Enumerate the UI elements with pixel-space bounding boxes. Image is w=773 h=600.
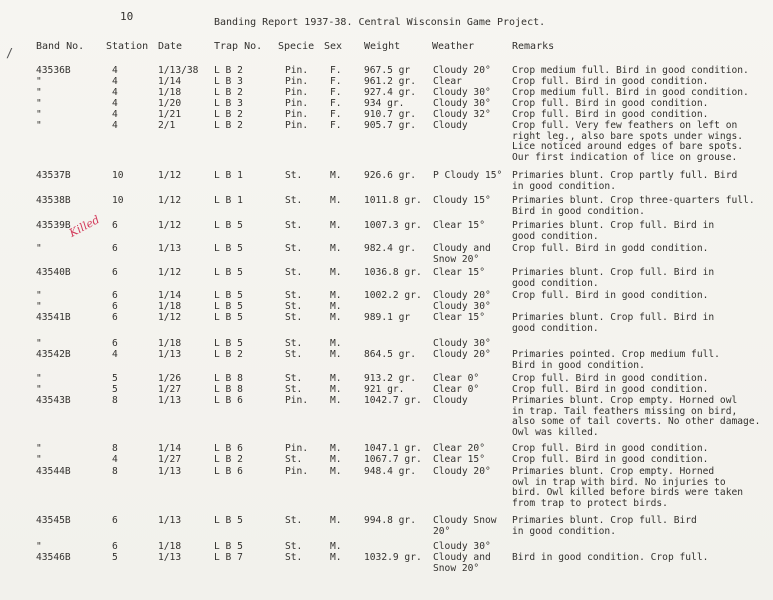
- date: 1/13/38: [158, 65, 199, 76]
- remarks: Crop full. Bird in good condition.: [512, 454, 709, 465]
- station: 6: [112, 220, 118, 231]
- band-number: 43545B: [36, 515, 71, 526]
- band-number: ": [36, 384, 42, 395]
- specie: St.: [285, 552, 303, 563]
- remarks: owl in trap with bird. No injuries to: [512, 476, 726, 488]
- specie: Pin.: [285, 65, 309, 76]
- date: 1/18: [158, 338, 182, 349]
- remarks: in good condition.: [512, 525, 616, 537]
- date: 1/12: [158, 195, 182, 206]
- remarks: Primaries pointed. Crop medium full.: [512, 349, 720, 360]
- date: 1/13: [158, 395, 182, 406]
- station: 6: [112, 541, 118, 552]
- station: 6: [112, 267, 118, 278]
- remarks: Crop full. Bird in good condition.: [512, 98, 709, 109]
- band-number: 43540B: [36, 267, 71, 278]
- specie: St.: [285, 267, 303, 278]
- specie: Pin.: [285, 76, 309, 87]
- weather: Cloudy 15°: [433, 195, 491, 206]
- remarks: good condition.: [512, 322, 599, 334]
- remarks: in trap. Tail feathers missing on bird,: [512, 405, 738, 417]
- remarks: Owl was killed.: [512, 426, 599, 438]
- weight: 905.7 gr.: [364, 120, 416, 131]
- weight: 1007.3 gr.: [364, 220, 422, 231]
- weather: Cloudy Snow: [433, 515, 497, 526]
- weight: 864.5 gr.: [364, 349, 416, 360]
- weather: Clear 20°: [433, 443, 485, 454]
- specie: St.: [285, 454, 303, 465]
- band-number: ": [36, 443, 42, 454]
- remarks: Crop full. Very few feathers on left on: [512, 120, 738, 131]
- col-header-specie: Specie: [278, 41, 315, 52]
- trap-number: L B 5: [214, 220, 243, 231]
- specie: St.: [285, 220, 303, 231]
- remarks: Bird in good condition. Crop full.: [512, 552, 709, 563]
- pencil-mark-icon: /: [6, 46, 14, 60]
- band-number: 43537B: [36, 170, 71, 181]
- sex: M.: [330, 312, 342, 323]
- specie: St.: [285, 290, 303, 301]
- trap-number: L B 5: [214, 515, 243, 526]
- weight: 1011.8 gr.: [364, 195, 422, 206]
- weather: Cloudy: [433, 395, 468, 406]
- trap-number: L B 2: [214, 65, 243, 76]
- band-number: 43542B: [36, 349, 71, 360]
- trap-number: L B 5: [214, 243, 243, 254]
- date: 1/14: [158, 76, 182, 87]
- date: 1/18: [158, 87, 182, 98]
- date: 1/12: [158, 267, 182, 278]
- band-number: ": [36, 338, 42, 349]
- remarks: Bird in good condition.: [512, 359, 645, 371]
- sex: M.: [330, 541, 342, 552]
- station: 6: [112, 338, 118, 349]
- sex: F.: [330, 76, 342, 87]
- specie: St.: [285, 515, 303, 526]
- station: 6: [112, 515, 118, 526]
- specie: St.: [285, 301, 303, 312]
- sex: M.: [330, 195, 342, 206]
- sex: M.: [330, 395, 342, 406]
- trap-number: L B 6: [214, 443, 243, 454]
- trap-number: L B 6: [214, 395, 243, 406]
- date: 1/12: [158, 312, 182, 323]
- remarks: also some of tail coverts. No other damage.: [512, 416, 761, 427]
- weather: Cloudy 30°: [433, 301, 491, 312]
- col-header-band: Band No.: [36, 41, 85, 52]
- weather: Clear 0°: [433, 384, 480, 395]
- sex: M.: [330, 454, 342, 465]
- weather: Cloudy: [433, 120, 468, 131]
- band-number: ": [36, 76, 42, 87]
- band-number: 43538B: [36, 195, 71, 206]
- weather: Cloudy and: [433, 552, 491, 563]
- sex: F.: [330, 98, 342, 109]
- specie: St.: [285, 541, 303, 552]
- specie: Pin.: [285, 98, 309, 109]
- weather: Clear 15°: [433, 454, 485, 465]
- weight: 994.8 gr.: [364, 515, 416, 526]
- remarks: Primaries blunt. Crop full. Bird in: [512, 312, 715, 323]
- specie: St.: [285, 349, 303, 360]
- station: 4: [112, 98, 118, 109]
- weather: Cloudy 32°: [433, 109, 491, 120]
- trap-number: L B 1: [214, 170, 243, 181]
- remarks: Crop full. Bird in good condition.: [512, 290, 709, 301]
- date: 1/12: [158, 170, 182, 181]
- remarks: Crop full. Bird in good condition.: [512, 373, 709, 384]
- band-number: ": [36, 120, 42, 131]
- trap-number: L B 3: [214, 98, 243, 109]
- weight: 1002.2 gr.: [364, 290, 422, 301]
- trap-number: L B 1: [214, 195, 243, 206]
- band-number: 43541B: [36, 312, 71, 323]
- band-number: 43544B: [36, 466, 71, 477]
- sex: M.: [330, 243, 342, 254]
- remarks: Lice noticed around edges of bare spots.: [512, 141, 744, 152]
- specie: Pin.: [285, 87, 309, 98]
- trap-number: L B 6: [214, 466, 243, 477]
- remarks: Primaries blunt. Crop empty. Horned owl: [512, 395, 738, 406]
- station: 4: [112, 349, 118, 360]
- sex: F.: [330, 65, 342, 76]
- weather: Cloudy and: [433, 243, 491, 254]
- weight: 1032.9 gr.: [364, 552, 422, 563]
- date: 1/13: [158, 243, 182, 254]
- weight: 921 gr.: [364, 384, 405, 395]
- station: 6: [112, 290, 118, 301]
- weather: Cloudy 20°: [433, 349, 491, 360]
- remarks: bird. Owl killed before birds were taken: [512, 487, 744, 498]
- report-title: Banding Report 1937-38. Central Wisconsin Game Project.: [214, 17, 546, 28]
- remarks: Our first indication of lice on grouse.: [512, 151, 738, 163]
- specie: Pin.: [285, 120, 309, 131]
- weight: 927.4 gr.: [364, 87, 416, 98]
- weather: P Cloudy 15°: [433, 170, 503, 181]
- sex: M.: [330, 301, 342, 312]
- band-number: ": [36, 541, 42, 552]
- weather: Clear 0°: [433, 373, 480, 384]
- col-header-weight: Weight: [364, 41, 401, 52]
- trap-number: L B 5: [214, 338, 243, 349]
- weather: Clear: [433, 76, 462, 87]
- remarks: Crop medium full. Bird in good condition.: [512, 87, 749, 98]
- remarks: Primaries blunt. Crop partly full. Bird: [512, 170, 738, 181]
- date: 1/14: [158, 443, 182, 454]
- trap-number: L B 5: [214, 267, 243, 278]
- weight: 913.2 gr.: [364, 373, 416, 384]
- specie: St.: [285, 338, 303, 349]
- sex: M.: [330, 373, 342, 384]
- remarks: Primaries blunt. Crop full. Bird: [512, 515, 697, 526]
- date: 2/1: [158, 120, 176, 131]
- remarks: good condition.: [512, 230, 599, 242]
- date: 1/13: [158, 466, 182, 477]
- remarks: Primaries blunt. Crop empty. Horned: [512, 466, 715, 477]
- trap-number: L B 8: [214, 384, 243, 395]
- weather: Snow 20°: [433, 253, 480, 265]
- col-header-sex: Sex: [324, 41, 343, 52]
- band-number: ": [36, 109, 42, 120]
- station: 10: [112, 170, 124, 181]
- weight: 961.2 gr.: [364, 76, 416, 87]
- specie: St.: [285, 384, 303, 395]
- weight: 948.4 gr.: [364, 466, 416, 477]
- band-number: ": [36, 454, 42, 465]
- trap-number: L B 5: [214, 312, 243, 323]
- sex: M.: [330, 384, 342, 395]
- sex: M.: [330, 515, 342, 526]
- sex: F.: [330, 87, 342, 98]
- station: 8: [112, 395, 118, 406]
- weather: Clear 15°: [433, 220, 485, 231]
- weight: 1067.7 gr.: [364, 454, 422, 465]
- sex: F.: [330, 120, 342, 131]
- date: 1/18: [158, 301, 182, 312]
- specie: Pin.: [285, 395, 309, 406]
- sex: M.: [330, 349, 342, 360]
- band-number: 43536B: [36, 65, 71, 76]
- band-number: ": [36, 301, 42, 312]
- col-header-station: Station: [106, 41, 149, 52]
- page-number: 10: [120, 10, 134, 23]
- date: 1/27: [158, 454, 182, 465]
- sex: M.: [330, 443, 342, 454]
- station: 6: [112, 243, 118, 254]
- date: 1/14: [158, 290, 182, 301]
- weather: Snow 20°: [433, 562, 480, 574]
- specie: St.: [285, 312, 303, 323]
- station: 6: [112, 301, 118, 312]
- remarks: Crop full. Bird in good condition.: [512, 443, 709, 454]
- trap-number: L B 8: [214, 373, 243, 384]
- station: 4: [112, 76, 118, 87]
- sex: M.: [330, 466, 342, 477]
- remarks: Primaries blunt. Crop three-quarters full.: [512, 195, 755, 206]
- killed-annotation: Killed: [67, 213, 102, 240]
- weather: 20°: [433, 525, 451, 537]
- trap-number: L B 2: [214, 120, 243, 131]
- band-number: ": [36, 98, 42, 109]
- band-number: ": [36, 373, 42, 384]
- date: 1/13: [158, 552, 182, 563]
- remarks: Crop full. Bird in godd condition.: [512, 243, 709, 254]
- sex: M.: [330, 267, 342, 278]
- trap-number: L B 5: [214, 541, 243, 552]
- station: 5: [112, 373, 118, 384]
- col-header-trap: Trap No.: [214, 41, 263, 52]
- station: 10: [112, 195, 124, 206]
- specie: St.: [285, 243, 303, 254]
- weight: 926.6 gr.: [364, 170, 416, 181]
- band-number: 43543B: [36, 395, 71, 406]
- date: 1/18: [158, 541, 182, 552]
- specie: St.: [285, 195, 303, 206]
- date: 1/12: [158, 220, 182, 231]
- trap-number: L B 5: [214, 301, 243, 312]
- weather: Cloudy 20°: [433, 65, 491, 76]
- weight: 1036.8 gr.: [364, 267, 422, 278]
- weight: 910.7 gr.: [364, 109, 416, 120]
- weather: Cloudy 30°: [433, 87, 491, 98]
- remarks: right leg., also bare spots under wings.: [512, 130, 744, 142]
- sex: M.: [330, 552, 342, 563]
- weight: 982.4 gr.: [364, 243, 416, 254]
- weather: Cloudy 30°: [433, 98, 491, 109]
- station: 5: [112, 384, 118, 395]
- remarks: Crop full. Bird in good condition.: [512, 76, 709, 87]
- remarks: good condition.: [512, 277, 599, 289]
- weight: 934 gr.: [364, 98, 405, 109]
- station: 5: [112, 552, 118, 563]
- remarks: Crop full. Bird in good condition.: [512, 109, 709, 120]
- weather: Cloudy 20°: [433, 466, 491, 477]
- sex: M.: [330, 220, 342, 231]
- weight: 967.5 gr: [364, 65, 411, 76]
- specie: Pin.: [285, 109, 309, 120]
- col-header-remarks: Remarks: [512, 41, 555, 52]
- trap-number: L B 3: [214, 76, 243, 87]
- date: 1/20: [158, 98, 182, 109]
- remarks: in good condition.: [512, 180, 616, 192]
- col-header-weather: Weather: [432, 41, 475, 52]
- date: 1/21: [158, 109, 182, 120]
- trap-number: L B 5: [214, 290, 243, 301]
- sex: F.: [330, 109, 342, 120]
- date: 1/26: [158, 373, 182, 384]
- trap-number: L B 2: [214, 109, 243, 120]
- date: 1/13: [158, 349, 182, 360]
- remarks: Bird in good condition.: [512, 205, 645, 217]
- specie: Pin.: [285, 466, 309, 477]
- station: 4: [112, 109, 118, 120]
- weight: 1042.7 gr.: [364, 395, 422, 406]
- station: 4: [112, 65, 118, 76]
- remarks: Crop medium full. Bird in good condition.: [512, 65, 749, 76]
- weather: Cloudy 30°: [433, 541, 491, 552]
- band-number: ": [36, 290, 42, 301]
- specie: St.: [285, 170, 303, 181]
- weather: Clear 15°: [433, 267, 485, 278]
- band-number: ": [36, 87, 42, 98]
- remarks: Primaries blunt. Crop full. Bird in: [512, 220, 715, 231]
- trap-number: L B 2: [214, 87, 243, 98]
- trap-number: L B 2: [214, 454, 243, 465]
- station: 8: [112, 443, 118, 454]
- col-header-date: Date: [158, 41, 183, 52]
- sex: M.: [330, 170, 342, 181]
- trap-number: L B 2: [214, 349, 243, 360]
- remarks: Crop full. Bird in good condition.: [512, 384, 709, 395]
- weather: Cloudy 20°: [433, 290, 491, 301]
- sex: M.: [330, 290, 342, 301]
- station: 8: [112, 466, 118, 477]
- date: 1/27: [158, 384, 182, 395]
- weight: 989.1 gr: [364, 312, 411, 323]
- weight: 1047.1 gr.: [364, 443, 422, 454]
- weather: Clear 15°: [433, 312, 485, 323]
- specie: St.: [285, 373, 303, 384]
- remarks: Primaries blunt. Crop full. Bird in: [512, 267, 715, 278]
- specie: Pin.: [285, 443, 309, 454]
- date: 1/13: [158, 515, 182, 526]
- station: 4: [112, 454, 118, 465]
- band-number: 43539B: [36, 220, 71, 231]
- station: 4: [112, 87, 118, 98]
- weather: Cloudy 30°: [433, 338, 491, 349]
- trap-number: L B 7: [214, 552, 243, 563]
- band-number: ": [36, 243, 42, 254]
- station: 4: [112, 120, 118, 131]
- station: 6: [112, 312, 118, 323]
- band-number: 43546B: [36, 552, 71, 563]
- remarks: from trap to protect birds.: [512, 497, 668, 509]
- sex: M.: [330, 338, 342, 349]
